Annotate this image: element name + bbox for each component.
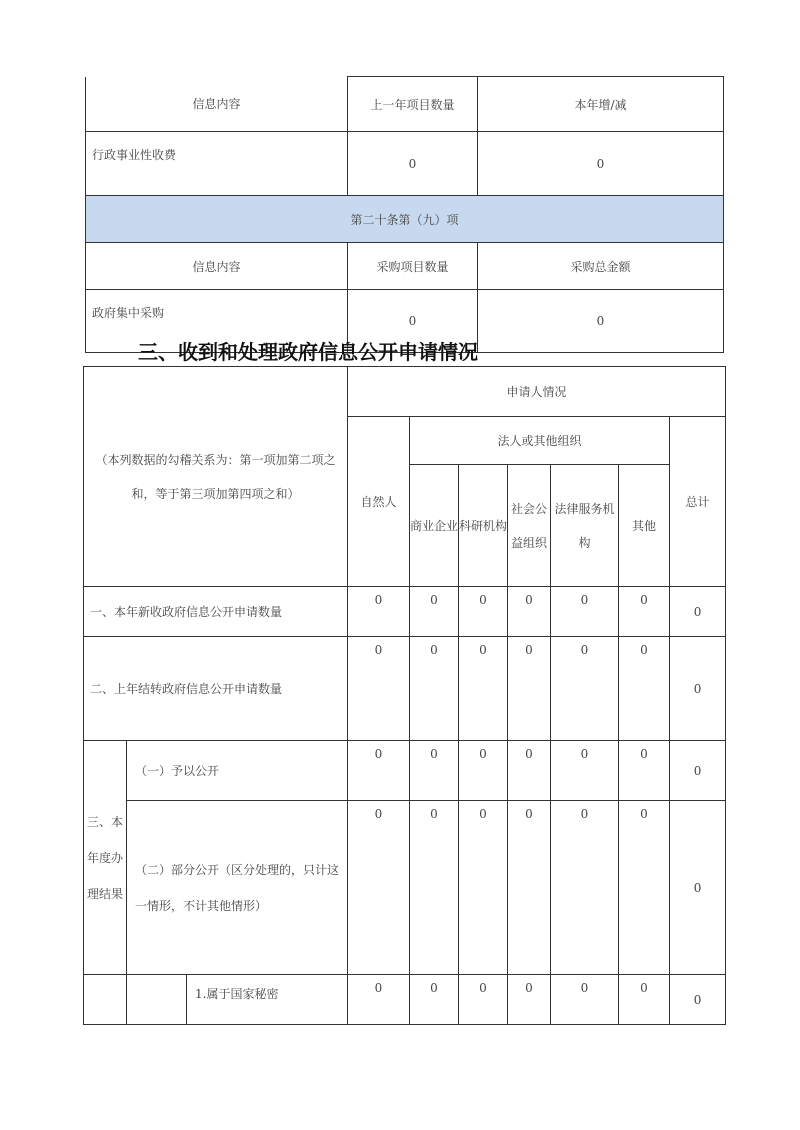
total-header: 总计 xyxy=(670,417,726,587)
cell-total: 0 xyxy=(670,637,726,741)
col-header-public-welfare: 社会公益组织 xyxy=(508,465,551,587)
cell-value: 0 xyxy=(348,637,410,741)
cell-value: 0 xyxy=(508,587,551,637)
table-row xyxy=(84,587,726,637)
row-label-disclosed: （一）予以公开 xyxy=(127,741,348,801)
cell-value: 0 xyxy=(551,741,619,801)
cell-value: 0 xyxy=(459,975,508,1025)
cell-value: 0 xyxy=(410,741,459,801)
cell-total: 0 xyxy=(670,587,726,637)
table-header-row xyxy=(86,243,724,290)
cell-value: 0 xyxy=(478,132,724,196)
cell-value: 0 xyxy=(348,975,410,1025)
cell-value: 0 xyxy=(348,801,410,975)
cell-value: 0 xyxy=(459,637,508,741)
header-cell: 本年增/减 xyxy=(478,77,724,132)
cell-total: 0 xyxy=(670,801,726,975)
row-label-fee: 行政事业性收费 xyxy=(86,132,348,196)
col-header-commercial: 商业企业 xyxy=(410,465,459,587)
section-title: 三、收到和处理政府信息公开申请情况 xyxy=(138,340,478,364)
col-header-other: 其他 xyxy=(619,465,670,587)
table-row xyxy=(84,801,726,975)
table-row xyxy=(84,637,726,741)
header-cell: 信息内容 xyxy=(86,243,348,290)
cell-value: 0 xyxy=(478,290,724,353)
row-label-carried-over: 二、上年结转政府信息公开申请数量 xyxy=(84,637,348,741)
cell-value: 0 xyxy=(508,741,551,801)
header-cell: 上一年项目数量 xyxy=(348,77,478,132)
row-label-procurement: 政府集中采购 xyxy=(86,290,348,353)
natural-person-header: 自然人 xyxy=(348,417,410,587)
col-header-research: 科研机构 xyxy=(459,465,508,587)
cell-value: 0 xyxy=(508,637,551,741)
cell-value: 0 xyxy=(619,637,670,741)
band-title: 第二十条第（九）项 xyxy=(86,196,724,243)
cell-value: 0 xyxy=(459,801,508,975)
cell-value: 0 xyxy=(508,975,551,1025)
cell-value: 0 xyxy=(410,975,459,1025)
relation-note: （本列数据的勾稽关系为：第一项加第二项之和，等于第三项加第四项之和） xyxy=(84,367,348,587)
section3-label: 三、本年度办理结果 xyxy=(84,741,127,975)
cell-value: 0 xyxy=(348,587,410,637)
table-row xyxy=(86,132,724,196)
cell-value: 0 xyxy=(551,637,619,741)
row-label-new: 一、本年新收政府信息公开申请数量 xyxy=(84,587,348,637)
cell-total: 0 xyxy=(670,741,726,801)
cell-value: 0 xyxy=(348,132,478,196)
header-cell: 采购项目数量 xyxy=(348,243,478,290)
applications-table xyxy=(83,366,726,1025)
table-header-row xyxy=(84,367,726,417)
cell-value: 0 xyxy=(551,587,619,637)
cell-value: 0 xyxy=(410,637,459,741)
cell-value: 0 xyxy=(348,741,410,801)
cell-value: 0 xyxy=(348,290,478,353)
cell-value: 0 xyxy=(459,741,508,801)
table-header-row xyxy=(86,77,724,132)
header-cell: 采购总金额 xyxy=(478,243,724,290)
table-row xyxy=(84,975,726,1025)
cell-value: 0 xyxy=(410,587,459,637)
applicant-header: 申请人情况 xyxy=(348,367,726,417)
cell-total: 0 xyxy=(670,975,726,1025)
row-label-state-secret: 1.属于国家秘密 xyxy=(187,975,348,1025)
table-row xyxy=(84,741,726,801)
header-cell: 信息内容 xyxy=(86,77,348,132)
legal-entity-header: 法人或其他组织 xyxy=(410,417,670,465)
cell-value: 0 xyxy=(619,587,670,637)
empty-cell xyxy=(127,975,187,1025)
cell-value: 0 xyxy=(508,801,551,975)
cell-value: 0 xyxy=(551,801,619,975)
cell-value: 0 xyxy=(410,801,459,975)
empty-cell xyxy=(84,975,127,1025)
row-label-partially-disclosed: （二）部分公开（区分处理的，只计这一情形，不计其他情形） xyxy=(127,801,348,975)
cell-value: 0 xyxy=(459,587,508,637)
col-header-legal-services: 法律服务机构 xyxy=(551,465,619,587)
cell-value: 0 xyxy=(619,801,670,975)
cell-value: 0 xyxy=(551,975,619,1025)
cell-value: 0 xyxy=(619,975,670,1025)
band-row xyxy=(86,196,724,243)
cell-value: 0 xyxy=(619,741,670,801)
disclosure-table-top xyxy=(85,76,724,353)
